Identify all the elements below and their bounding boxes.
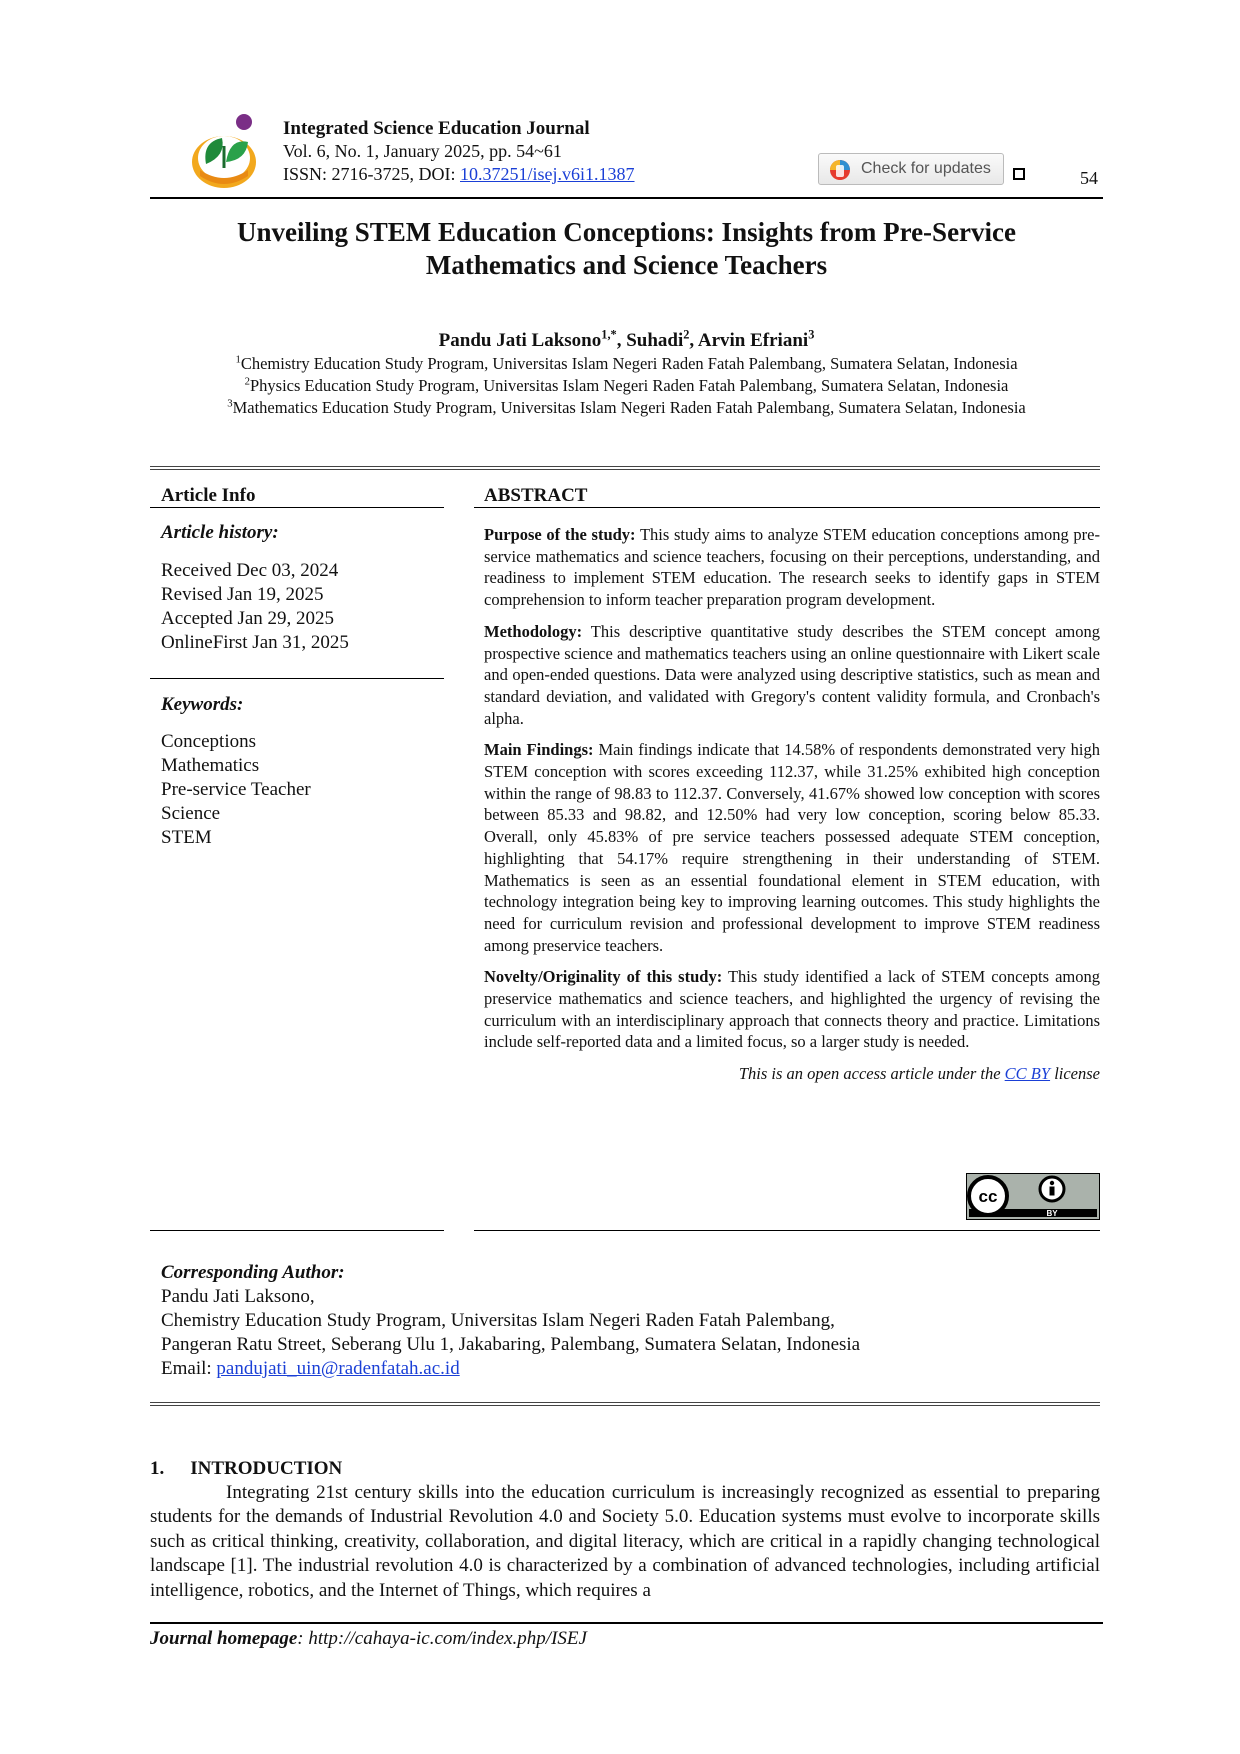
doi-link[interactable]: 10.37251/isej.v6i1.1387 [460, 164, 635, 184]
corresponding-dept: Chemistry Education Study Program, Universitas Islam Negeri Raden Fatah Palembang, [161, 1310, 835, 1331]
license-prefix: This is an open access article under the [738, 1064, 1005, 1084]
corresponding-author [161, 1261, 860, 1381]
abstract-section [484, 621, 1100, 730]
abstract-section-text: This study aims to analyze STEM education conceptions among pre-service mathematics and science teachers, focusing on their perceptions, understanding, and readiness to implement STEM education. The research seeks to identify gaps in STEM comprehension to inform teacher preparation program development. [484, 525, 1100, 610]
corresponding-email-line [161, 1357, 860, 1381]
keyword-item: Conceptions [161, 731, 256, 752]
affiliation-text: Chemistry Education Study Program, Universitas Islam Negeri Raden Fatah Palembang, Sumatera Selatan, Indonesia [240, 354, 1018, 373]
corresponding-name: Pandu Jati Laksono, [161, 1286, 315, 1307]
page-number: 54 [1080, 168, 1098, 188]
journal-name: Integrated Science Education Journal [283, 118, 590, 139]
journal-volume: Vol. 6, No. 1, January 2025, pp. 54~61 [283, 141, 562, 161]
check-for-updates-button[interactable] [818, 153, 1004, 185]
article-info-rule [150, 507, 444, 508]
section-title: INTRODUCTION [190, 1458, 343, 1479]
section-number: 1. [150, 1458, 165, 1479]
paper-title [150, 216, 1103, 282]
abstract-section [484, 966, 1100, 1053]
affiliation-text: Mathematics Education Study Program, Universitas Islam Negeri Raden Fatah Palembang, Sumatera Selatan, Indonesia [232, 398, 1026, 417]
license-suffix: license [1050, 1064, 1100, 1084]
journal-issn-doi [283, 164, 635, 185]
email-label: Email: [161, 1358, 217, 1379]
history-rule [150, 678, 444, 679]
history-item: Accepted Jan 29, 2025 [161, 608, 335, 629]
abstract-section-label: Purpose of the study: [484, 525, 636, 544]
author-list: Pandu Jati Laksono$^{1,*}$, Suhadi$^2$, Arvin Efriani$^3$ [438, 327, 815, 351]
affiliation [150, 398, 1103, 418]
section-double-rule [150, 1402, 1100, 1406]
abstract-rule [474, 507, 1100, 508]
introduction-heading [150, 1458, 342, 1480]
abstract-section-label: Methodology: [484, 621, 583, 641]
affiliation-sup: 1 [235, 353, 241, 366]
history-item: Revised Jan 19, 2025 [161, 584, 324, 605]
cc-by-badge-icon[interactable] [966, 1173, 1100, 1220]
keyword-item: Pre-service Teacher [161, 779, 311, 800]
cc-by-link[interactable]: CC BY [1004, 1064, 1051, 1084]
keyword-item: Science [161, 803, 221, 824]
affiliation [150, 376, 1103, 396]
abstract-section-text: This study identified a lack of STEM concepts among preservice mathematics and science teachers, and highlighted the urgency of revising the curriculum with an interdisciplinary approach that connects theory and practice. Limitations include self-reported data and a limited focus, so a larger study is needed. [484, 967, 1100, 1052]
abstract-heading: ABSTRACT [484, 485, 588, 506]
footer-rule [150, 1622, 1103, 1624]
abstract-section-text: This descriptive quantitative study describes the STEM concept among prospective science and mathematics teachers using an online questionnaire with Likert scale and open-ended questions. Data were analyzed using descriptive statistics, such as mean and standard deviation, and validated with Gregory's content validity formula, and Cronbach's alpha. [484, 621, 1100, 728]
journal-logo [186, 112, 262, 192]
svg-text:cc: cc [978, 1187, 998, 1206]
author-sup: 2 [683, 327, 690, 342]
introduction-body [150, 1481, 1100, 1603]
title-line-1: Unveiling STEM Education Conceptions: Insights from Pre-Service [236, 217, 1017, 247]
abstract-section-label: Novelty/Originality of this study: [484, 967, 723, 987]
cc-badge-text: BY [1046, 1209, 1058, 1218]
abstract-section-label: Main Findings: [484, 740, 594, 760]
square-glyph-icon [1013, 168, 1025, 180]
keyword-item: Mathematics [161, 755, 260, 776]
title-line-2: Mathematics and Science Teachers [425, 250, 828, 280]
author-name: Arvin Efriani [697, 330, 809, 351]
license-line [484, 1063, 1100, 1085]
email-link[interactable]: pandujati_uin@radenfatah.ac.id [216, 1358, 460, 1379]
check-updates-icon [827, 159, 853, 181]
author-name: Pandu Jati Laksono [438, 330, 602, 351]
affiliation-sup: 3 [227, 397, 233, 410]
abstract-section-text: Main findings indicate that 14.58% of respondents demonstrated very high STEM conception with scores exceeding 112.37, while 31.25% exhibited high conception within the range of 98.83 to 112.37. Conversely, 41.67% showed low conception with scores between 85.33 and 98.82, and 12.50% had very low conception, scoring below 85.33. Overall, only 45.83% of pre service teachers possessed adequate STEM conception, highlighting that 54.17% require strengthening in their understanding of STEM. Mathematics is seen as an essential foundational element in STEM education, with technology integration being key to improving learning outcomes. This study highlights the need for curriculum revision and professional development to improve STEM readiness among preservice teachers. [484, 740, 1100, 955]
history-item: Received Dec 03, 2024 [161, 560, 339, 581]
corresponding-address: Pangeran Ratu Street, Seberang Ulu 1, Jakabaring, Palembang, Sumatera Selatan, Indonesia [161, 1334, 861, 1355]
affiliation-sup: 2 [244, 375, 250, 388]
section-double-rule [150, 466, 1100, 470]
affiliation-text: Physics Education Study Program, Universitas Islam Negeri Raden Fatah Palembang, Sumatera Selatan, Indonesia [249, 376, 1009, 395]
affiliation [150, 354, 1103, 374]
abstract-body [484, 524, 1100, 1095]
corresponding-label: Corresponding Author: [161, 1262, 345, 1283]
article-info-heading: Article Info [161, 485, 256, 506]
check-updates-label: Check for updates [861, 160, 991, 177]
history-item: OnlineFirst Jan 31, 2025 [161, 632, 349, 653]
keyword-item: STEM [161, 827, 212, 848]
issn-text: ISSN: 2716-3725, DOI: [283, 164, 461, 184]
article-history-list [161, 559, 349, 655]
author-sup: 3 [808, 327, 815, 342]
keywords-list [161, 730, 311, 850]
keywords-label: Keywords: [161, 694, 244, 715]
introduction-paragraph: Integrating 21st century skills into the education curriculum is increasingly recognized as essential to preparing students for the demands of Industrial Revolution 4.0 and Society 5.0. Education systems must evolve to incorporate skills such as critical thinking, creativity, collaboration, and digital literacy, which are critical in a rapidly changing technological landscape [1]. The industrial revolution 4.0 is characterized by a combination of advanced technologies, including artificial intelligence, robotics, and the Internet of Things, which requires a [150, 1482, 1100, 1601]
abstract-section [484, 524, 1100, 611]
article-info-bottom-rule [150, 1230, 444, 1231]
author-name: Suhadi [626, 330, 684, 351]
author-sup: 1,* [601, 327, 617, 342]
abstract-bottom-rule [474, 1230, 1100, 1231]
header-rule [150, 197, 1103, 199]
abstract-section [484, 739, 1100, 956]
footer-url[interactable]: : http://cahaya-ic.com/index.php/ISEJ [297, 1628, 587, 1649]
footer-label: Journal homepage [150, 1628, 298, 1649]
article-history-label: Article history: [161, 522, 279, 543]
journal-homepage-footer [150, 1628, 587, 1650]
